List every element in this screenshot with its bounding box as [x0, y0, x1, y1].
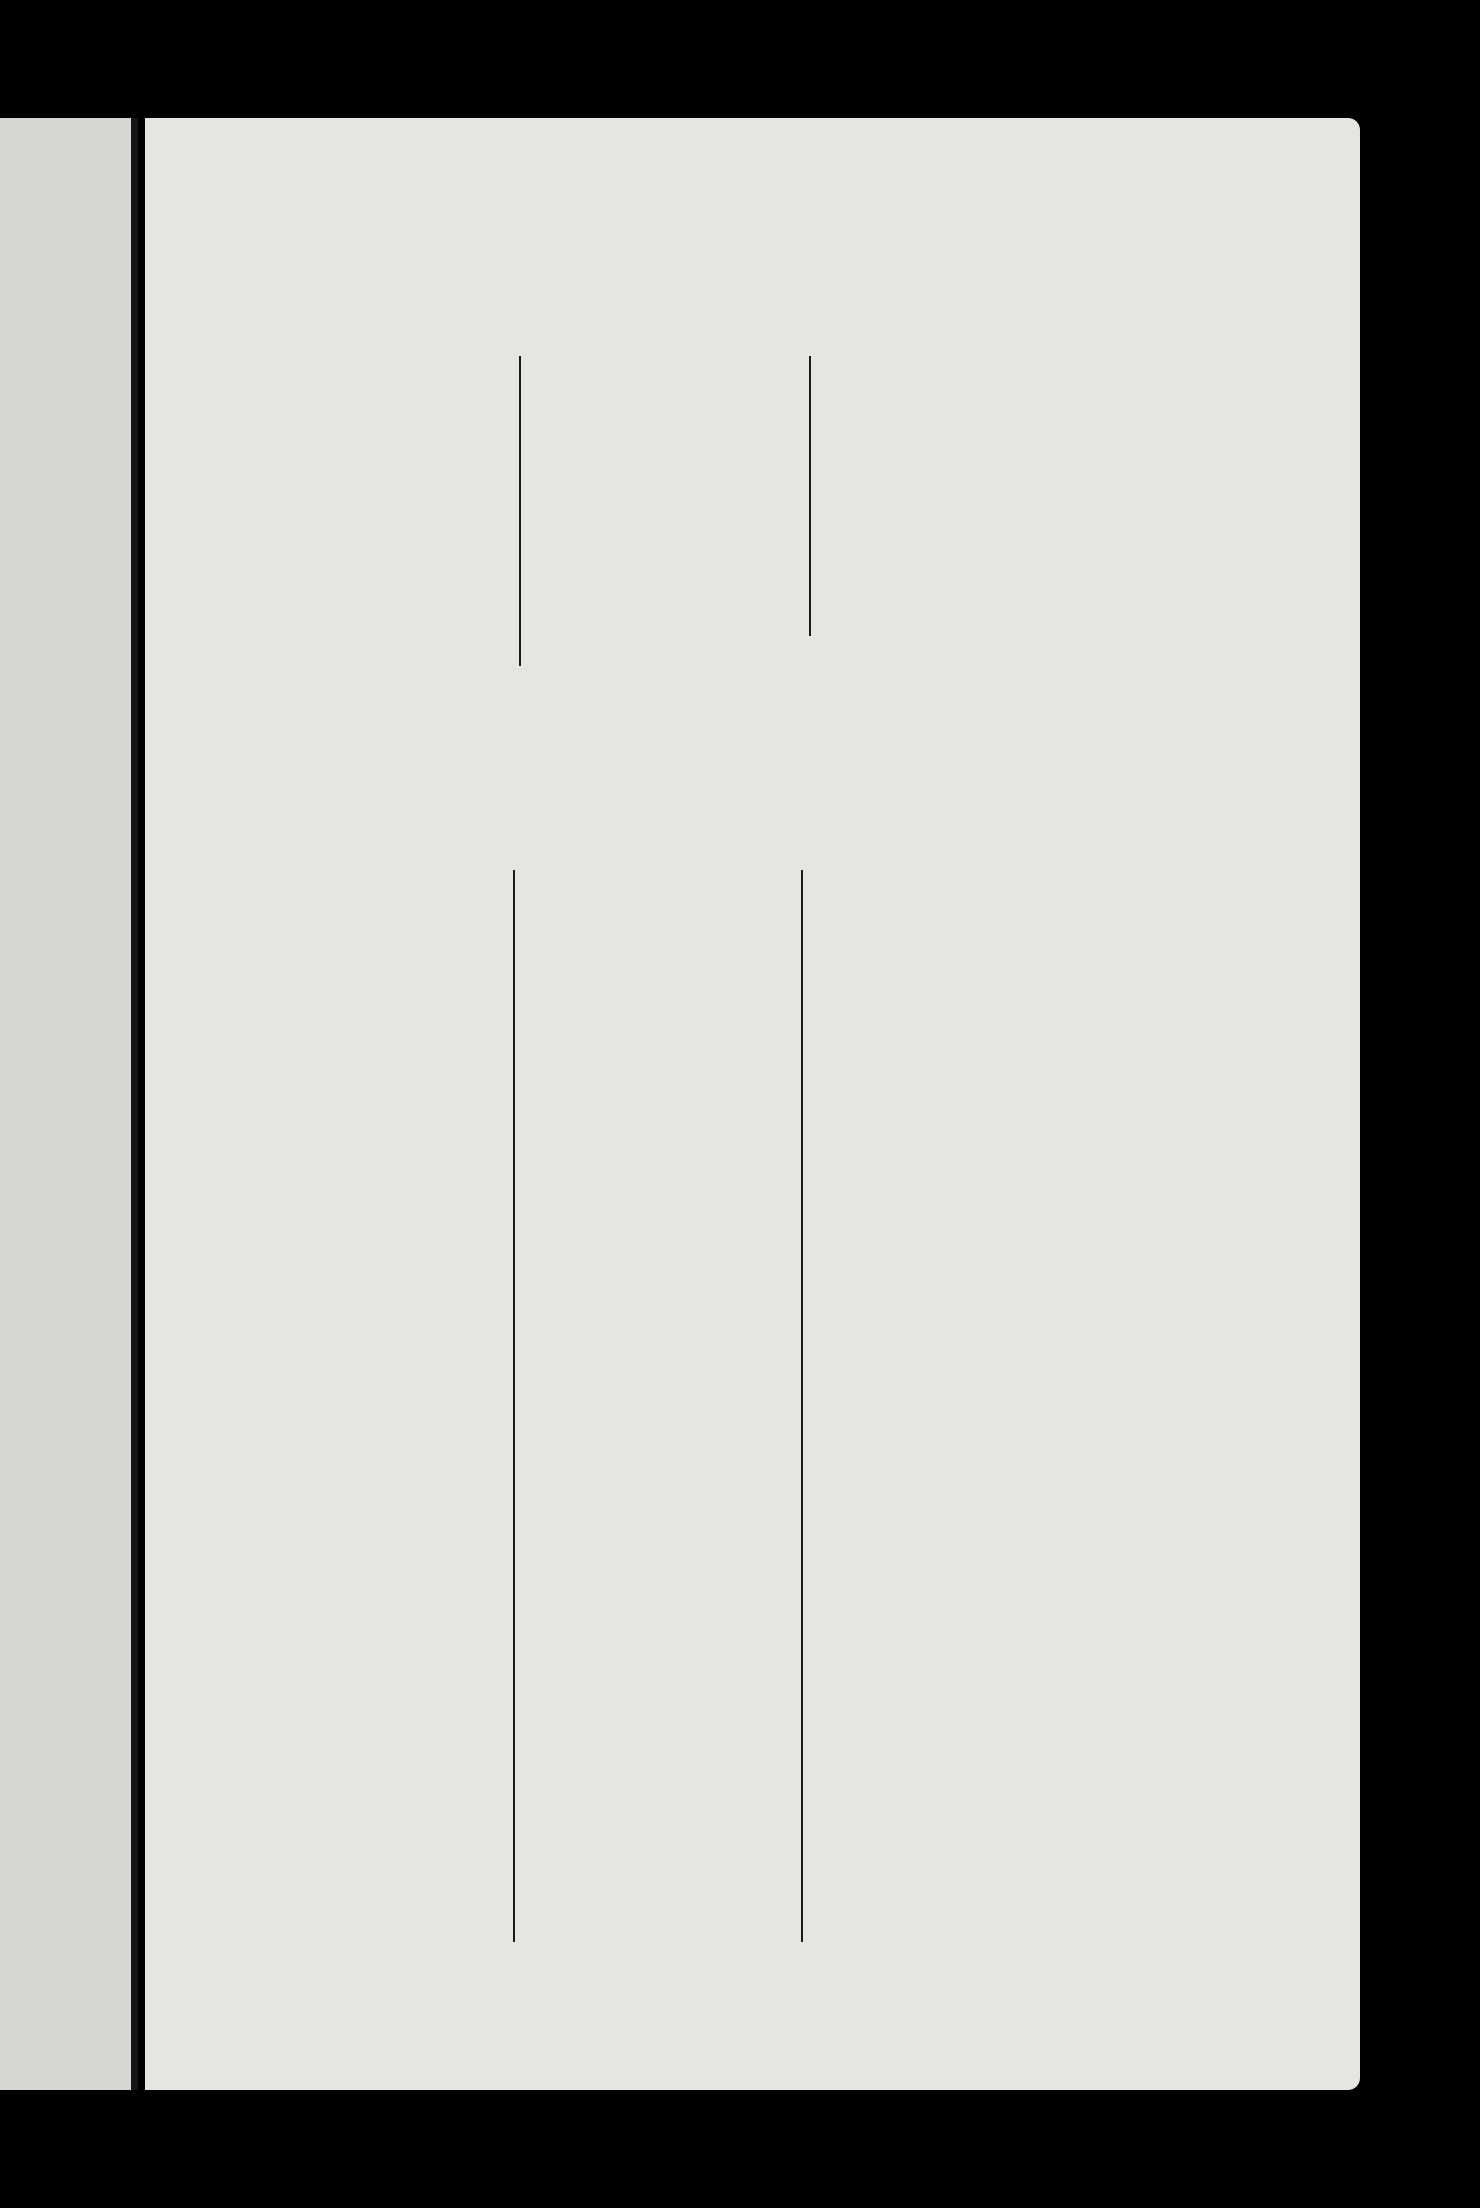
column-rule [513, 870, 515, 1942]
column-rule [519, 356, 521, 666]
left-page-fragment [0, 118, 138, 2090]
column-rule [809, 356, 811, 636]
page [145, 118, 1360, 2090]
column-rule [801, 870, 803, 1942]
